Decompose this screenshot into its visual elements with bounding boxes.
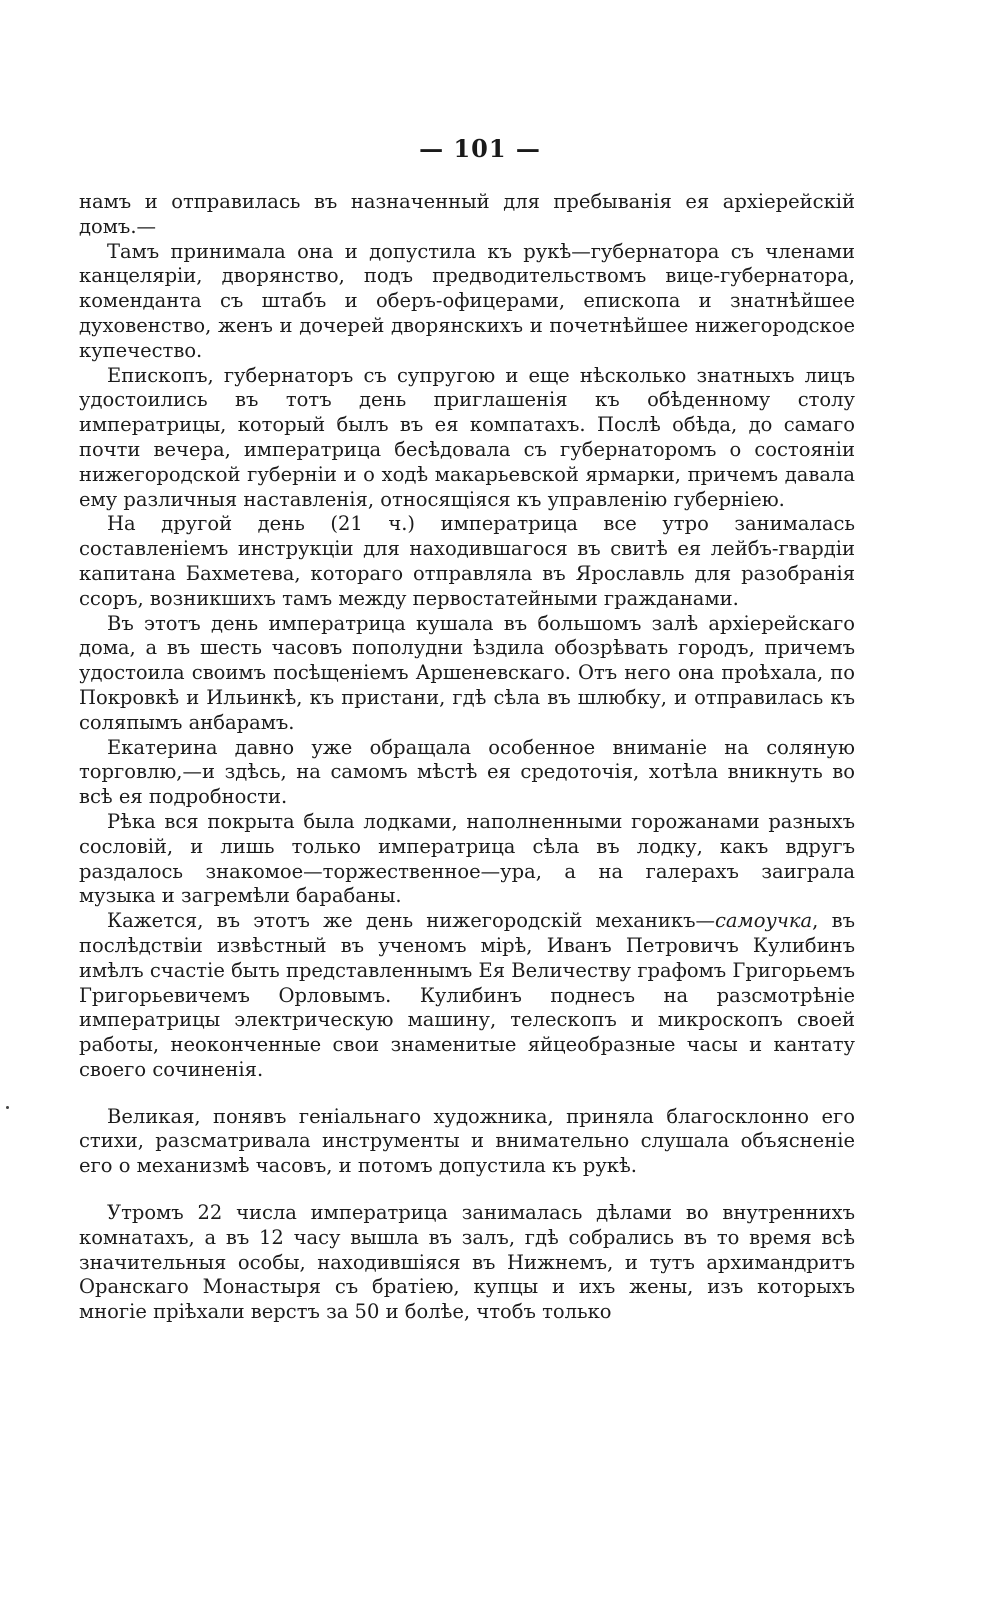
kulibin-text-start: Кажется, въ этотъ же день нижегородскій механикъ— bbox=[107, 909, 715, 933]
paragraph-instruction: На другой день (21 ч.) императрица все утро занималась составленіемъ инструкціи для находившагося въ свитѣ ея лейбъ-гвардіи капитана Бахметева, котораго отправляла въ Ярославль для разобранія ссоръ, возникшихъ тамъ между первостатейными гражданами. bbox=[79, 512, 855, 610]
paragraph-morning-22: Утромъ 22 числа императрица занималась дѣлами во внутреннихъ комнатахъ, а въ 12 часу вышла въ залъ, гдѣ собрались въ то время всѣ значительныя особы, находившіяся въ Нижнемъ, и тутъ архимандритъ Оранскаго Монастыря съ братіею, купцы и ихъ жены, изъ которыхъ многіе пріѣхали верстъ за 50 и болѣе, чтобъ только bbox=[79, 1201, 855, 1324]
paragraph-dinner: Епископъ, губернаторъ съ супругою и еще нѣсколько знатныхъ лицъ удостоились въ тотъ день приглашенія къ обѣденному столу императрицы, который былъ въ ея компатахъ. Послѣ обѣда, до самаго почти вечера, императрица бесѣдовала съ губернаторомъ о состояніи нижегородской губерніи и о ходѣ макарьевской ярмарки, причемъ давала ему различныя наставленія, относящіяся къ управленію губерніею. bbox=[79, 363, 855, 511]
kulibin-text-end: , въ послѣдствіи извѣстный въ ученомъ мірѣ, Иванъ Петровичъ Кулибинъ имѣлъ счастіе быть представленнымъ Ея Величеству графомъ Григорьемъ Григорьевичемъ Орловымъ. Кулибинъ поднесъ на разсмотрѣніе императрицы электрическую машину, телескопъ и микроскопъ своей работы, неоконченные свои знаменитые яйцеобразные часы и кантату своего сочиненія. bbox=[79, 909, 855, 1081]
paragraph-audience: Великая, понявъ геніальнаго художника, приняла благосклонно его стихи, разсматривала инструменты и внимательно слушала объясненіе его о механизмѣ часовъ, и потомъ допустила къ рукѣ. bbox=[79, 1104, 855, 1178]
margin-speck bbox=[6, 1106, 9, 1109]
paragraph-kulibin bbox=[79, 909, 855, 1083]
paragraph-reception: Тамъ принимала она и допустила къ рукѣ—губернатора съ членами канцеляріи, дворянство, подъ предводительствомъ вице-губернатора, коменданта съ штабъ и оберъ-офицерами, епископа и знатнѣйшее духовенство, женъ и дочерей дворянскихъ и почетнѣйшее нижегородское купечество. bbox=[79, 239, 855, 362]
paragraph-salt-trade: Екатерина давно уже обращала особенное вниманіе на соляную торговлю,—и здѣсь, на самомъ мѣстѣ ея средоточія, хотѣла вникнуть во всѣ ея подробности. bbox=[79, 735, 855, 809]
kulibin-italic-term: самоучка bbox=[714, 909, 813, 933]
paragraph-river: Рѣка вся покрыта была лодками, наполненными горожанами разныхъ сословій, и лишь только императрица сѣла въ лодку, какъ вдругъ раздалось знакомое—торжественное—ура, а на галерахъ заиграла музыка и загремѣли барабаны. bbox=[79, 809, 855, 908]
text-body bbox=[79, 190, 855, 1325]
paragraph-continuation: намъ и отправилась въ назначенный для пребыванія ея архіерейскій домъ.— bbox=[79, 190, 855, 238]
paragraph-city-tour: Въ этотъ день императрица кушала въ большомъ залѣ архіерейскаго дома, а въ шесть часовъ пополудни ѣздила обозрѣвать городъ, причемъ удостоила своимъ посѣщеніемъ Аршеневскаго. Отъ него она проѣхала, по Покровкѣ и Ильинкѣ, къ пристани, гдѣ сѣла въ шлюбку, и отправилась къ соляпымъ анбарамъ. bbox=[79, 611, 855, 734]
page-number: — 101 — bbox=[419, 134, 541, 163]
